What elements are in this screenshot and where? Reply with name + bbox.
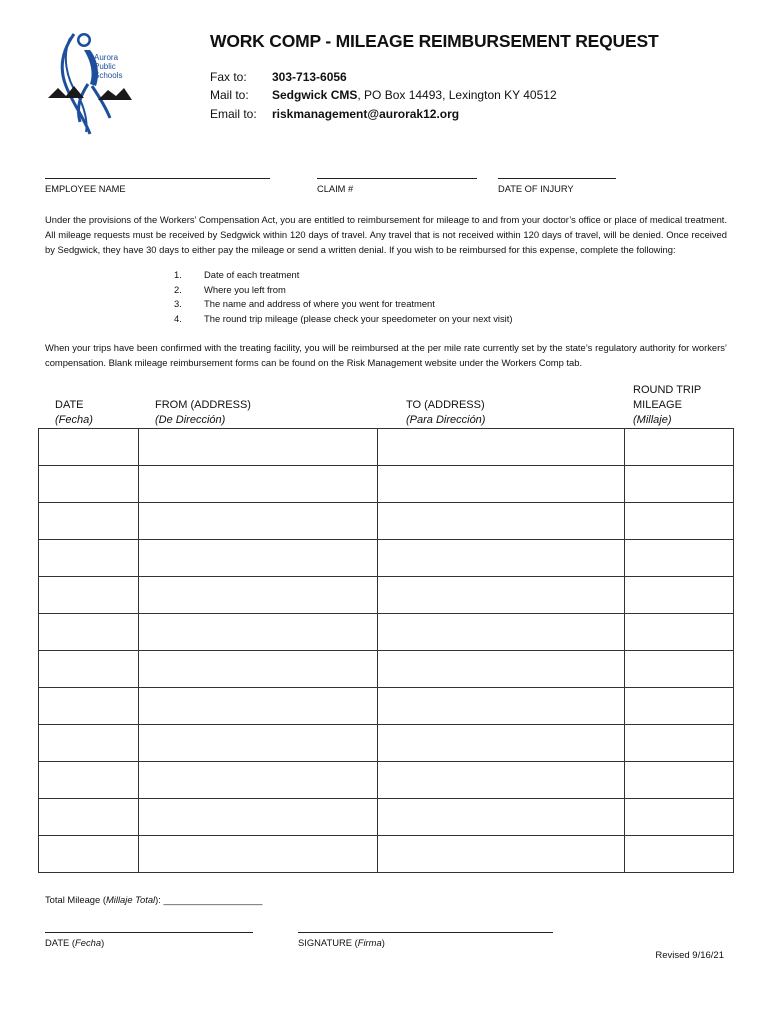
- signature-line[interactable]: [298, 932, 553, 933]
- mail-label: Mail to:: [210, 88, 249, 102]
- fax-label: Fax to:: [210, 70, 247, 84]
- table-row: [39, 429, 734, 466]
- date-cell[interactable]: [39, 762, 139, 799]
- from-address-cell[interactable]: [138, 799, 378, 836]
- from-address-cell[interactable]: [138, 466, 378, 503]
- to-address-cell[interactable]: [378, 725, 625, 762]
- logo-text-line-1: Aurora: [94, 53, 119, 62]
- mileage-cell[interactable]: [625, 503, 734, 540]
- to-address-cell[interactable]: [378, 651, 625, 688]
- date-cell[interactable]: [39, 651, 139, 688]
- from-address-cell[interactable]: [138, 651, 378, 688]
- mileage-cell[interactable]: [625, 466, 734, 503]
- date-cell[interactable]: [39, 725, 139, 762]
- date-cell[interactable]: [39, 614, 139, 651]
- logo-text-line-2: Public: [94, 62, 116, 71]
- mail-street: , PO Box 14493, Lexington KY 40512: [357, 88, 557, 102]
- mileage-cell[interactable]: [625, 799, 734, 836]
- mileage-cell[interactable]: [625, 614, 734, 651]
- mileage-cell[interactable]: [625, 540, 734, 577]
- mileage-cell[interactable]: [625, 836, 734, 873]
- date-cell[interactable]: [39, 540, 139, 577]
- to-address-cell[interactable]: [378, 614, 625, 651]
- mileage-table: [38, 428, 734, 873]
- header-to-address: TO (ADDRESS) (Para Dirección): [406, 399, 486, 426]
- table-row: [39, 762, 734, 799]
- logo-text-line-3: Schools: [94, 71, 123, 80]
- requirements-list: [174, 268, 513, 326]
- table-row: [39, 799, 734, 836]
- table-row: [39, 503, 734, 540]
- date-cell[interactable]: [39, 466, 139, 503]
- employee-name-field[interactable]: [45, 178, 270, 179]
- to-address-cell[interactable]: [378, 688, 625, 725]
- email-address[interactable]: riskmanagement@aurorak12.org: [272, 107, 460, 121]
- mileage-cell[interactable]: [625, 762, 734, 799]
- mileage-cell[interactable]: [625, 651, 734, 688]
- to-address-cell[interactable]: [378, 762, 625, 799]
- to-address-cell[interactable]: [378, 836, 625, 873]
- from-address-cell[interactable]: [138, 688, 378, 725]
- table-row: [39, 836, 734, 873]
- list-item: 2. Where you left from: [174, 283, 286, 295]
- to-address-cell[interactable]: [378, 503, 625, 540]
- date-cell[interactable]: [39, 503, 139, 540]
- mileage-cell[interactable]: [625, 577, 734, 614]
- from-address-cell[interactable]: [138, 540, 378, 577]
- claim-number-field[interactable]: [317, 178, 477, 179]
- table-row: [39, 577, 734, 614]
- date-cell[interactable]: [39, 577, 139, 614]
- table-row: [39, 614, 734, 651]
- date-of-injury-field[interactable]: [498, 178, 616, 179]
- table-row: [39, 725, 734, 762]
- list-item: 4. The round trip mileage (please check your speedometer on your next visit): [174, 312, 513, 324]
- mail-company: Sedgwick CMS: [272, 88, 358, 102]
- to-address-cell[interactable]: [378, 540, 625, 577]
- from-address-cell[interactable]: [138, 503, 378, 540]
- mail-address: [272, 88, 557, 102]
- from-address-cell[interactable]: [138, 725, 378, 762]
- mileage-cell[interactable]: [625, 725, 734, 762]
- form-title: WORK COMP - MILEAGE REIMBURSEMENT REQUEST: [210, 31, 659, 51]
- to-address-cell[interactable]: [378, 429, 625, 466]
- mileage-cell[interactable]: [625, 688, 734, 725]
- email-label: Email to:: [210, 107, 257, 121]
- date-signature-line[interactable]: [45, 932, 253, 933]
- from-address-cell[interactable]: [138, 836, 378, 873]
- total-mileage[interactable]: Total Mileage (Millaje Total): ___________________: [45, 894, 263, 905]
- to-address-cell[interactable]: [378, 466, 625, 503]
- aurora-public-schools-logo: [44, 26, 136, 138]
- list-item: 1. Date of each treatment: [174, 269, 300, 280]
- to-address-cell[interactable]: [378, 577, 625, 614]
- mileage-cell[interactable]: [625, 429, 734, 466]
- from-address-cell[interactable]: [138, 762, 378, 799]
- header-from-address: FROM (ADDRESS) (De Dirección): [155, 399, 251, 426]
- date-cell[interactable]: [39, 836, 139, 873]
- signature-label: SIGNATURE (Firma): [298, 937, 385, 948]
- date-cell[interactable]: [39, 799, 139, 836]
- confirmation-paragraph: When your trips have been confirmed with the treating facility, you will be reimbursed at the per mile rate currently set by the state’s regulatory authority for workers’ compensation. Blank mileage reimbursement forms can be found on the Risk Management website under the Workers Comp tab.: [45, 342, 727, 368]
- header-round-trip-mileage: ROUND TRIP MILEAGE (Millaje): [633, 384, 702, 426]
- claim-label: CLAIM #: [317, 184, 354, 194]
- revised-date: Revised 9/16/21: [655, 950, 724, 961]
- list-item: 3. The name and address of where you went for treatment: [174, 298, 435, 310]
- from-address-cell[interactable]: [138, 577, 378, 614]
- from-address-cell[interactable]: [138, 614, 378, 651]
- date-cell[interactable]: [39, 429, 139, 466]
- date-cell[interactable]: [39, 688, 139, 725]
- header-date: DATE (Fecha): [55, 399, 93, 426]
- table-row: [39, 688, 734, 725]
- date-label: DATE (Fecha): [45, 937, 105, 948]
- to-address-cell[interactable]: [378, 799, 625, 836]
- fax-number: 303-713-6056: [272, 70, 347, 84]
- employee-name-label: EMPLOYEE NAME: [45, 184, 126, 194]
- from-address-cell[interactable]: [138, 429, 378, 466]
- table-row: [39, 540, 734, 577]
- intro-paragraph: Under the provisions of the Workers’ Compensation Act, you are entitled to reimbursement for mileage to and from your doctor’s office or place of medical treatment. All mileage requests must be received by Sedgwick within 120 days of travel. Any travel that is not received within 120 days of travel, will be denied. Once received by Sedgwick, they have 30 days to either pay the mileage or send a written denial. If you wish to be reimbursed for this expense, complete the following:: [45, 214, 727, 255]
- table-row: [39, 466, 734, 503]
- date-of-injury-label: DATE OF INJURY: [498, 184, 574, 194]
- table-row: [39, 651, 734, 688]
